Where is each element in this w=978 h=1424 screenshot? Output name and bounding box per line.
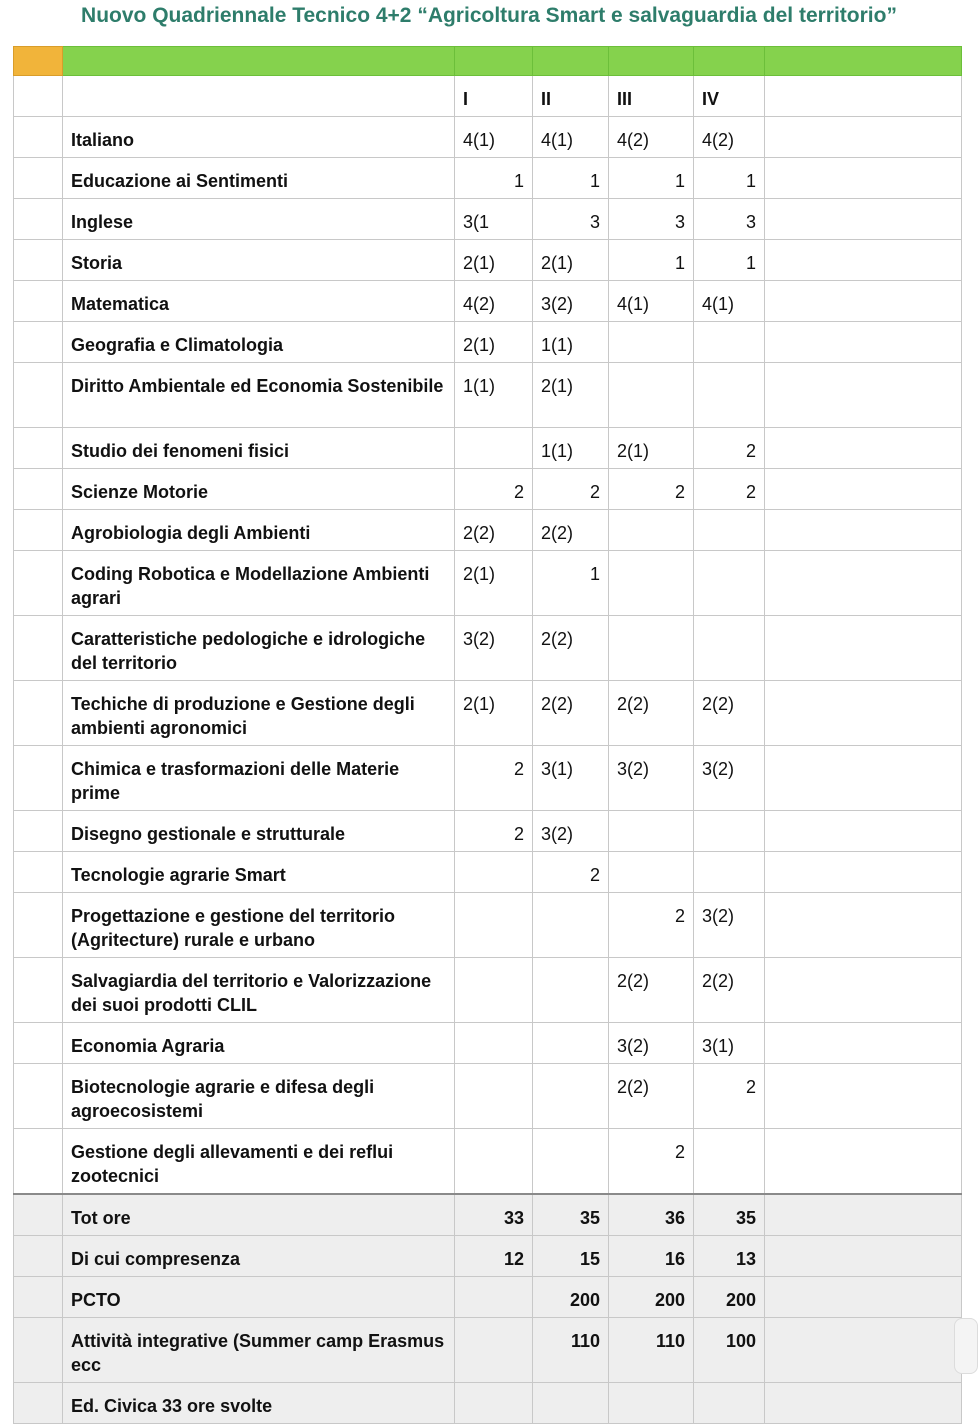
hours-cell-year-1: 33: [455, 1194, 533, 1236]
hours-cell-year-2: 1(1): [533, 428, 609, 469]
hours-cell-year-2: 2: [533, 469, 609, 510]
total-row: [14, 1236, 962, 1277]
hours-cell-year-2: 110: [533, 1318, 609, 1383]
subject-row: [14, 746, 962, 811]
hours-cell-year-2: 3(2): [533, 281, 609, 322]
hours-cell-year-3: 36: [609, 1194, 694, 1236]
row-index-cell: [14, 510, 63, 551]
subject-name: PCTO: [63, 1277, 455, 1318]
hours-cell-year-2: 1: [533, 551, 609, 616]
row-index-cell: [14, 240, 63, 281]
subject-row: [14, 1064, 962, 1129]
subject-row: [14, 240, 962, 281]
empty-cell: [765, 1129, 962, 1195]
hours-cell-year-2: 2(2): [533, 510, 609, 551]
subject-row: [14, 852, 962, 893]
hours-cell-year-1: 4(2): [455, 281, 533, 322]
subject-row: [14, 1129, 962, 1195]
hours-cell-year-4: [694, 852, 765, 893]
subject-row: [14, 681, 962, 746]
hours-cell-year-4: 1: [694, 158, 765, 199]
subject-row: [14, 322, 962, 363]
subject-name: Studio dei fenomeni fisici: [63, 428, 455, 469]
subject-name: Tecnologie agrarie Smart: [63, 852, 455, 893]
hours-cell-year-1: 1: [455, 158, 533, 199]
hours-cell-year-2: 1: [533, 158, 609, 199]
hours-cell-year-4: 2: [694, 428, 765, 469]
subject-row: [14, 158, 962, 199]
curriculum-table: [13, 46, 962, 1424]
empty-cell: [765, 322, 962, 363]
hours-cell-year-2: 1(1): [533, 322, 609, 363]
row-index-cell: [14, 199, 63, 240]
hours-cell-year-4: [694, 1129, 765, 1195]
subject-name: Salvagiardia del territorio e Valorizzazione dei suoi prodotti CLIL: [63, 958, 455, 1023]
subject-name: Storia: [63, 240, 455, 281]
hours-cell-year-3: 110: [609, 1318, 694, 1383]
hours-cell-year-4: [694, 510, 765, 551]
row-index-cell: [14, 616, 63, 681]
empty-cell: [765, 363, 962, 428]
hours-cell-year-1: [455, 1318, 533, 1383]
row-index-cell: [14, 893, 63, 958]
hours-cell-year-4: [694, 551, 765, 616]
hours-cell-year-1: [455, 1383, 533, 1424]
hours-cell-year-1: 2: [455, 469, 533, 510]
row-index-cell: [14, 1129, 63, 1195]
hours-cell-year-3: 4(1): [609, 281, 694, 322]
row-index-cell: [14, 322, 63, 363]
row-index-cell: [14, 958, 63, 1023]
hours-cell-year-3: 2(2): [609, 1064, 694, 1129]
row-index-cell: [14, 1277, 63, 1318]
hours-cell-year-1: [455, 1023, 533, 1064]
empty-cell: [765, 551, 962, 616]
hours-cell-year-3: 200: [609, 1277, 694, 1318]
empty-cell: [765, 746, 962, 811]
row-index-cell: [14, 681, 63, 746]
hours-cell-year-1: 3(2): [455, 616, 533, 681]
hours-cell-year-2: 3(1): [533, 746, 609, 811]
curriculum-table-body: [14, 47, 962, 1424]
hours-cell-year-4: 2: [694, 1064, 765, 1129]
subject-row: [14, 199, 962, 240]
hours-cell-year-3: 2: [609, 893, 694, 958]
hours-cell-year-1: [455, 1129, 533, 1195]
subject-name: Coding Robotica e Modellazione Ambienti agrari: [63, 551, 455, 616]
hours-cell-year-1: 2(1): [455, 322, 533, 363]
hours-cell-year-2: 15: [533, 1236, 609, 1277]
hours-cell-year-3: 1: [609, 240, 694, 281]
row-index-cell: [14, 428, 63, 469]
hours-cell-year-1: 2(2): [455, 510, 533, 551]
hours-cell-year-4: [694, 616, 765, 681]
hours-cell-year-1: [455, 1277, 533, 1318]
hours-cell-year-1: [455, 958, 533, 1023]
hours-cell-year-4: 4(1): [694, 281, 765, 322]
empty-cell: [765, 240, 962, 281]
empty-cell: [765, 1194, 962, 1236]
hours-cell-year-2: 2(1): [533, 240, 609, 281]
hours-cell-year-1: 2: [455, 746, 533, 811]
subject-name: Gestione degli allevamenti e dei reflui zootecnici: [63, 1129, 455, 1195]
subject-row: [14, 469, 962, 510]
hours-cell-year-4: 4(2): [694, 117, 765, 158]
page-title: Nuovo Quadriennale Tecnico 4+2 “Agricoltura Smart e salvaguardia del territorio”: [81, 4, 897, 27]
hours-cell-year-1: 2: [455, 811, 533, 852]
hours-cell-year-3: [609, 1383, 694, 1424]
hours-cell-year-3: [609, 363, 694, 428]
subject-row: [14, 1023, 962, 1064]
subject-name: Disegno gestionale e strutturale: [63, 811, 455, 852]
hours-cell-year-2: 2(2): [533, 681, 609, 746]
row-index-cell: [14, 117, 63, 158]
row-index-cell: [14, 281, 63, 322]
subject-name: Tot ore: [63, 1194, 455, 1236]
empty-cell: [765, 199, 962, 240]
subject-name: Progettazione e gestione del territorio (Agritecture) rurale e urbano: [63, 893, 455, 958]
subject-row: [14, 811, 962, 852]
hours-cell-year-3: 2: [609, 1129, 694, 1195]
hours-cell-year-3: 3(2): [609, 746, 694, 811]
hours-cell-year-2: 200: [533, 1277, 609, 1318]
hours-cell-year-1: [455, 428, 533, 469]
hours-cell-year-3: 2(2): [609, 681, 694, 746]
row-index-cell: [14, 551, 63, 616]
subject-name: Scienze Motorie: [63, 469, 455, 510]
hours-cell-year-2: 35: [533, 1194, 609, 1236]
subject-name: Matematica: [63, 281, 455, 322]
hours-cell-year-3: 16: [609, 1236, 694, 1277]
empty-cell: [765, 1064, 962, 1129]
subject-row: [14, 893, 962, 958]
header-color-bar: [14, 47, 962, 76]
hours-cell-year-3: [609, 551, 694, 616]
hours-cell-year-1: [455, 1064, 533, 1129]
subject-name: Di cui compresenza: [63, 1236, 455, 1277]
scroll-handle[interactable]: [954, 1318, 978, 1374]
row-index-cell: [14, 363, 63, 428]
hours-cell-year-4: 3(1): [694, 1023, 765, 1064]
empty-cell: [765, 1277, 962, 1318]
hours-cell-year-4: 3(2): [694, 893, 765, 958]
hours-cell-year-4: [694, 363, 765, 428]
hours-cell-year-2: 3: [533, 199, 609, 240]
hours-cell-year-4: 3(2): [694, 746, 765, 811]
total-row: [14, 1318, 962, 1383]
hours-cell-year-2: [533, 1383, 609, 1424]
row-index-cell: [14, 811, 63, 852]
subject-name: Diritto Ambientale ed Economia Sostenibile: [63, 363, 455, 428]
hours-cell-year-3: 2(1): [609, 428, 694, 469]
hours-cell-year-3: 1: [609, 158, 694, 199]
hours-cell-year-3: [609, 510, 694, 551]
row-index-cell: [14, 158, 63, 199]
hours-cell-year-3: [609, 322, 694, 363]
hours-cell-year-4: 13: [694, 1236, 765, 1277]
subject-name: Educazione ai Sentimenti: [63, 158, 455, 199]
empty-cell: [765, 852, 962, 893]
header-corner-cell: [14, 47, 63, 76]
hours-cell-year-4: [694, 811, 765, 852]
hours-cell-year-3: [609, 616, 694, 681]
row-index-cell: [14, 852, 63, 893]
hours-cell-year-3: 4(2): [609, 117, 694, 158]
hours-cell-year-4: 2(2): [694, 681, 765, 746]
subject-name: Italiano: [63, 117, 455, 158]
empty-cell: [765, 117, 962, 158]
subject-name: Agrobiologia degli Ambienti: [63, 510, 455, 551]
subject-name: Biotecnologie agrarie e difesa degli agroecosistemi: [63, 1064, 455, 1129]
empty-cell: [765, 811, 962, 852]
hours-cell-year-1: 4(1): [455, 117, 533, 158]
total-row: [14, 1277, 962, 1318]
hours-cell-year-4: 3: [694, 199, 765, 240]
row-index-cell: [14, 469, 63, 510]
hours-cell-year-4: 200: [694, 1277, 765, 1318]
hours-cell-year-2: 2(1): [533, 363, 609, 428]
year-header-4: IV: [694, 76, 765, 117]
hours-cell-year-1: [455, 852, 533, 893]
empty-cell: [765, 681, 962, 746]
subject-name: Economia Agraria: [63, 1023, 455, 1064]
subject-row: [14, 958, 962, 1023]
empty-cell: [765, 510, 962, 551]
subject-row: [14, 117, 962, 158]
hours-cell-year-2: 2: [533, 852, 609, 893]
hours-cell-year-2: 3(2): [533, 811, 609, 852]
empty-cell: [765, 1383, 962, 1424]
empty-cell: [765, 1236, 962, 1277]
empty-cell: [765, 893, 962, 958]
year-header-1: I: [455, 76, 533, 117]
hours-cell-year-3: 2: [609, 469, 694, 510]
hours-cell-year-2: [533, 1129, 609, 1195]
hours-cell-year-2: [533, 1064, 609, 1129]
subject-row: [14, 510, 962, 551]
empty-cell: [765, 158, 962, 199]
year-header-3: III: [609, 76, 694, 117]
subject-row: [14, 281, 962, 322]
subject-row: [14, 616, 962, 681]
hours-cell-year-3: [609, 852, 694, 893]
subject-row: [14, 551, 962, 616]
hours-cell-year-2: 4(1): [533, 117, 609, 158]
subject-name: Caratteristiche pedologiche e idrologiche del territorio: [63, 616, 455, 681]
hours-cell-year-1: 2(1): [455, 240, 533, 281]
hours-cell-year-1: 2(1): [455, 681, 533, 746]
empty-cell: [765, 1318, 962, 1383]
subject-row: [14, 363, 962, 428]
subject-name: Geografia e Climatologia: [63, 322, 455, 363]
hours-cell-year-4: 35: [694, 1194, 765, 1236]
row-index-cell: [14, 1383, 63, 1424]
hours-cell-year-1: 1(1): [455, 363, 533, 428]
hours-cell-year-3: 3: [609, 199, 694, 240]
hours-cell-year-3: 2(2): [609, 958, 694, 1023]
row-index-cell: [14, 1023, 63, 1064]
row-index-cell: [14, 1064, 63, 1129]
hours-cell-year-3: [609, 811, 694, 852]
hours-cell-year-1: 3(1: [455, 199, 533, 240]
hours-cell-year-1: [455, 893, 533, 958]
row-index-cell: [14, 746, 63, 811]
empty-cell: [765, 958, 962, 1023]
year-header-row: [14, 76, 962, 117]
total-row: [14, 1194, 962, 1236]
hours-cell-year-4: 2: [694, 469, 765, 510]
hours-cell-year-4: 100: [694, 1318, 765, 1383]
hours-cell-year-3: 3(2): [609, 1023, 694, 1064]
hours-cell-year-1: 12: [455, 1236, 533, 1277]
row-index-cell: [14, 1236, 63, 1277]
empty-cell: [765, 1023, 962, 1064]
row-index-cell: [14, 1194, 63, 1236]
row-index-cell: [14, 1318, 63, 1383]
hours-cell-year-2: [533, 1023, 609, 1064]
hours-cell-year-4: [694, 1383, 765, 1424]
subject-row: [14, 428, 962, 469]
total-row: [14, 1383, 962, 1424]
year-header-2: II: [533, 76, 609, 117]
subject-name: Ed. Civica 33 ore svolte: [63, 1383, 455, 1424]
hours-cell-year-1: 2(1): [455, 551, 533, 616]
hours-cell-year-2: [533, 893, 609, 958]
empty-cell: [765, 469, 962, 510]
empty-cell: [765, 428, 962, 469]
subject-name: Techiche di produzione e Gestione degli ambienti agronomici: [63, 681, 455, 746]
hours-cell-year-2: [533, 958, 609, 1023]
empty-cell: [765, 616, 962, 681]
empty-cell: [765, 281, 962, 322]
hours-cell-year-4: 1: [694, 240, 765, 281]
hours-cell-year-4: 2(2): [694, 958, 765, 1023]
subject-name: Inglese: [63, 199, 455, 240]
subject-name: Chimica e trasformazioni delle Materie prime: [63, 746, 455, 811]
hours-cell-year-4: [694, 322, 765, 363]
hours-cell-year-2: 2(2): [533, 616, 609, 681]
subject-name: Attività integrative (Summer camp Erasmus ecc: [63, 1318, 455, 1383]
